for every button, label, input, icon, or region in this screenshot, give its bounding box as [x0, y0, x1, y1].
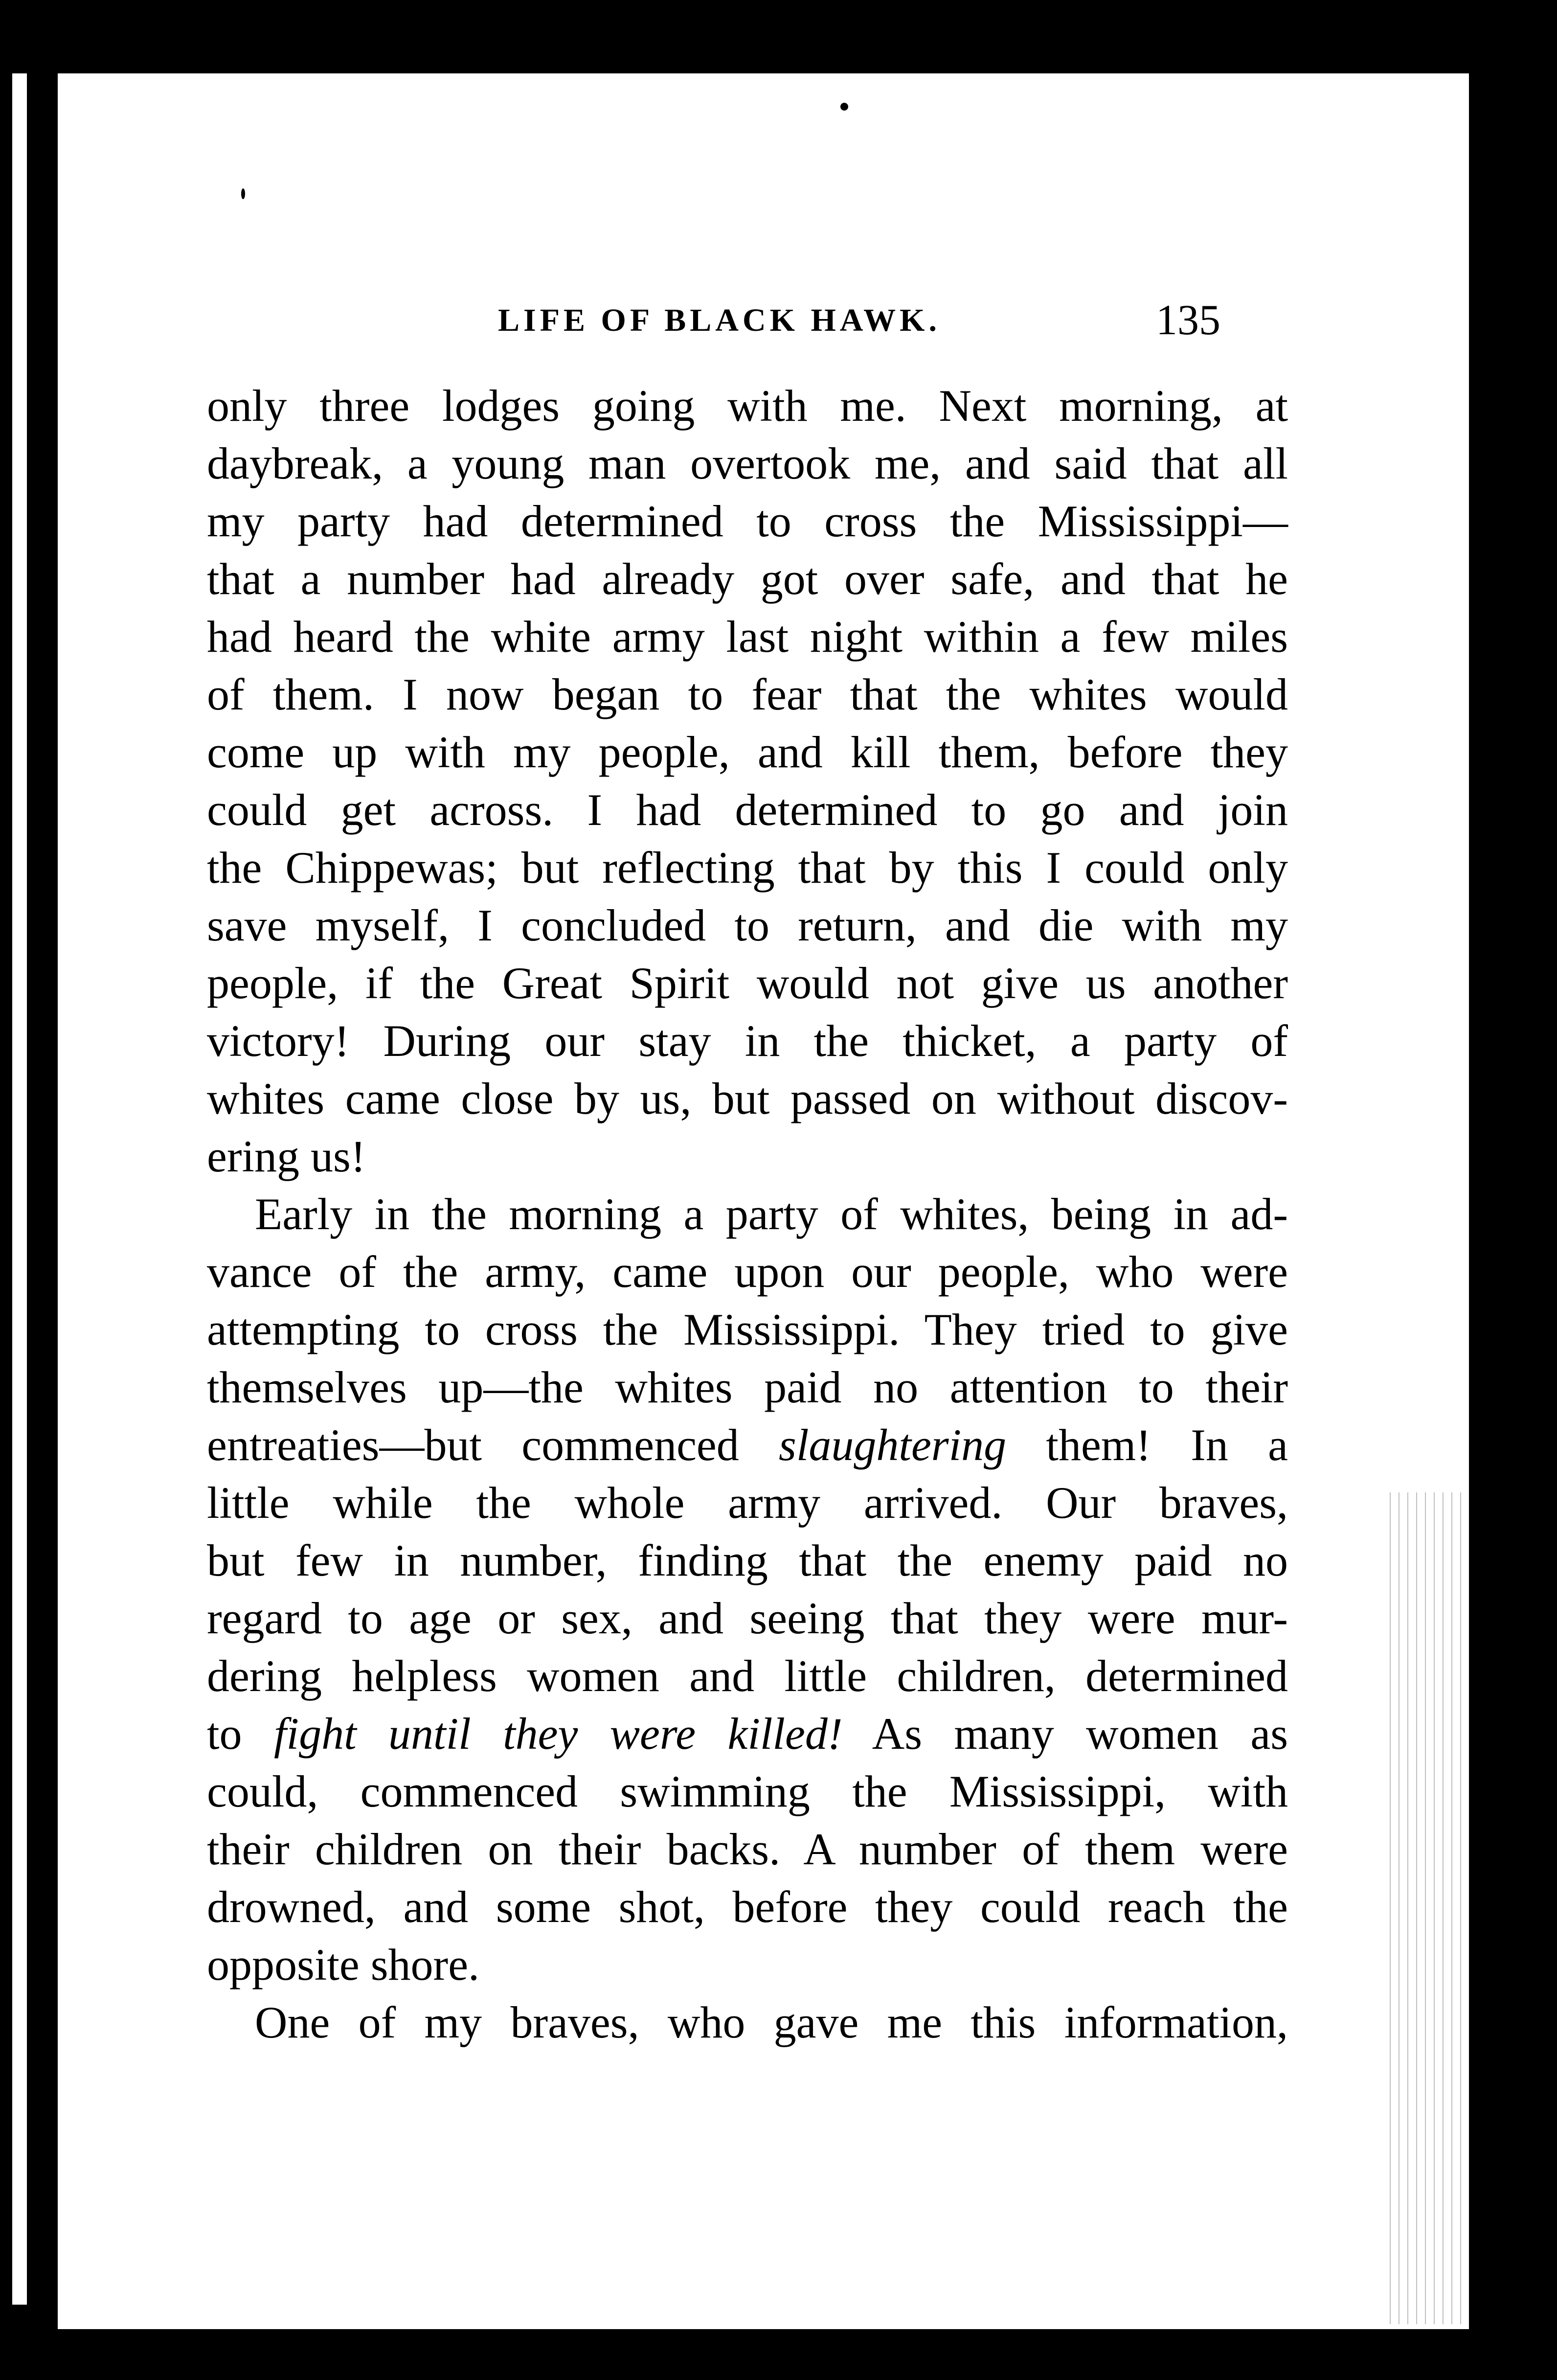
book-page	[58, 73, 1469, 2329]
ink-speck	[241, 188, 245, 199]
text-line: regard to age or sex, and seeing that they were mur-	[207, 1593, 1288, 1643]
text-line: opposite shore.	[207, 1940, 480, 1990]
text-line: of them. I now began to fear that the whites would	[207, 669, 1288, 719]
text-line: vance of the army, came upon our people, who were	[207, 1247, 1288, 1297]
text-line: could, commenced swimming the Mississippi, with	[207, 1766, 1288, 1816]
text-line: ering us!	[207, 1131, 366, 1181]
text-line: had heard the white army last night within a few miles	[207, 612, 1288, 662]
text-line: only three lodges going with me. Next morning, at	[207, 381, 1288, 431]
running-title: LIFE OF BLACK HAWK.	[498, 302, 941, 338]
text-line-with-italic	[207, 1705, 1288, 1762]
text-run: entreaties—but commenced	[207, 1420, 779, 1470]
text-line: Early in the morning a party of whites, being in ad-	[255, 1189, 1288, 1239]
facing-page-strip	[12, 73, 27, 2305]
text-line: could get across. I had determined to go and join	[207, 785, 1288, 835]
text-run: to	[207, 1709, 274, 1759]
text-line: the Chippewas; but reflecting that by this I could only	[207, 843, 1288, 892]
text-line: attempting to cross the Mississippi. They tried to give	[207, 1304, 1288, 1354]
text-line: victory! During our stay in the thicket, a party of	[207, 1016, 1288, 1066]
text-line-with-italic	[207, 1416, 1288, 1474]
body-text	[207, 377, 1288, 2051]
page-header	[58, 289, 1469, 352]
text-line: dering helpless women and little children, determined	[207, 1651, 1288, 1701]
text-line: daybreak, a young man overtook me, and said that all	[207, 438, 1288, 488]
text-run: them! In a	[1006, 1420, 1288, 1470]
text-line: their children on their backs. A number of them were	[207, 1824, 1288, 1874]
text-line: but few in number, finding that the enemy paid no	[207, 1535, 1288, 1585]
italic-text: fight until they were killed!	[273, 1709, 843, 1759]
text-line: people, if the Great Spirit would not give us another	[207, 958, 1288, 1008]
italic-text: slaughtering	[779, 1420, 1007, 1470]
text-run: As many women as	[842, 1709, 1288, 1759]
text-line: themselves up—the whites paid no attention to their	[207, 1362, 1288, 1412]
ink-speck	[840, 103, 848, 111]
text-line: come up with my people, and kill them, before they	[207, 727, 1288, 777]
page-edge-texture	[1386, 1492, 1469, 2324]
text-line: that a number had already got over safe, and that he	[207, 554, 1288, 604]
text-line: little while the whole army arrived. Our braves,	[207, 1478, 1288, 1528]
text-line: drowned, and some shot, before they could reach the	[207, 1882, 1288, 1932]
page-number: 135	[1156, 297, 1220, 344]
text-line: whites came close by us, but passed on without discov-	[207, 1074, 1288, 1123]
text-line: save myself, I concluded to return, and die with my	[207, 900, 1288, 950]
text-line: One of my braves, who gave me this information,	[255, 1997, 1288, 2047]
text-line: my party had determined to cross the Mississippi—	[207, 496, 1288, 546]
